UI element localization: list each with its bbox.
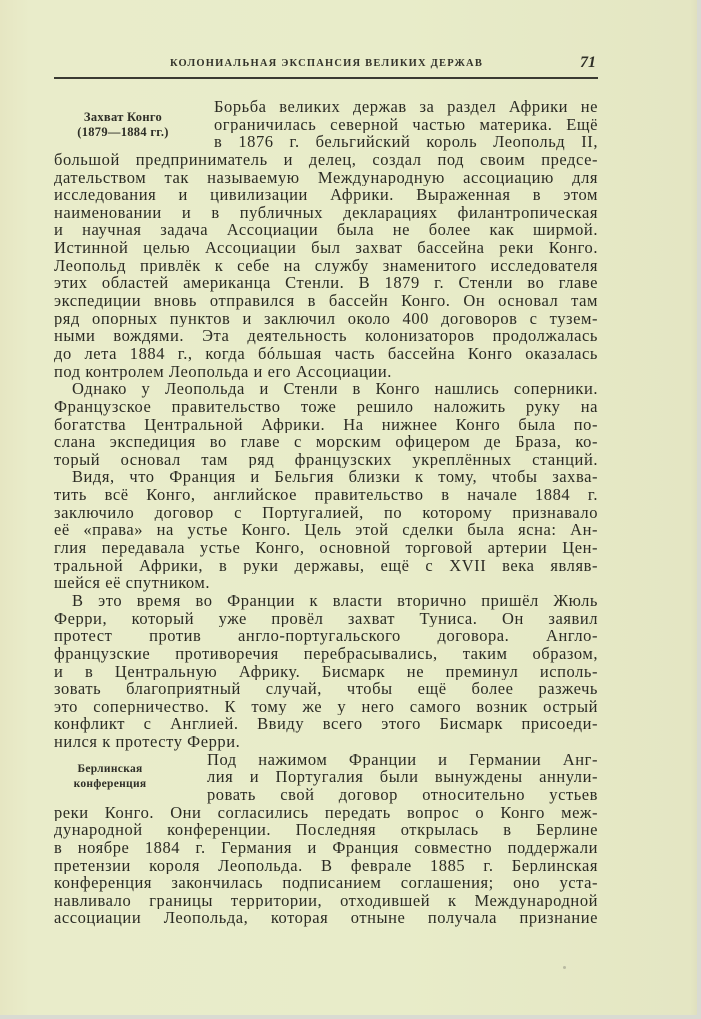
text-line: под контролем Леопольда и его Ассоциации. xyxy=(54,362,392,381)
text-line: Леопольд привлёк к себе на службу знаменитого исследователя xyxy=(54,256,598,275)
page-number: 71 xyxy=(580,54,596,71)
sidenote-line: конференция xyxy=(73,778,147,790)
text-line: конфликт с Англией. Ввиду всего этого Бисмарк присоеди- xyxy=(54,715,598,734)
text-line: ассоциации Леопольда, которая отныне получала признание xyxy=(54,909,598,928)
text-line: большой предприниматель и делец, создал под своим предсе- xyxy=(54,150,598,169)
text-line: до лета 1884 г., когда бóльшая часть бассейна Конго оказалась xyxy=(54,344,598,363)
text-line: в ноябре 1884 г. Германия и Франция совместно поддержали xyxy=(54,838,598,857)
text-line: Однако у Леопольда и Стенли в Конго нашлись соперники. xyxy=(72,380,598,398)
text-line: и в Центральную Африку. Бисмарк не преминул исполь- xyxy=(54,662,598,681)
text-line: Под нажимом Франции и Германии Анг- xyxy=(207,750,598,769)
body-text xyxy=(54,98,598,927)
text-line: дательством так называемую Международную ассоциацию для xyxy=(54,168,598,187)
text-line: зовать благоприятный случай, чтобы ещё более разжечь xyxy=(54,680,598,698)
sidenote-line: Захват Конго xyxy=(83,110,163,124)
text-line: дународной конференции. Последняя открылась в Берлине xyxy=(54,821,598,839)
text-line: Ферри, который уже провёл захват Туниса. Он заявил xyxy=(54,609,598,628)
text-line: глия передавала устье Конго, основной торговой артерии Цен- xyxy=(54,539,598,557)
text-line: тить всё Конго, английское правительство в начале 1884 г. xyxy=(54,486,598,504)
text-line: торый основал там ряд французских укреплённых станций. xyxy=(54,450,598,469)
text-line: Борьба великих держав за раздел Африки не xyxy=(214,98,598,116)
paper-speck xyxy=(563,966,566,969)
text-line: экспедиции вновь отправился в бассейн Конго. Он основал там xyxy=(54,292,598,310)
text-line: ровать свой договор относительно устьев xyxy=(207,785,598,804)
text-line: нился к протесту Ферри. xyxy=(54,733,241,751)
text-line: Истинной целью Ассоциации был захват бассейна реки Конго. xyxy=(54,239,598,257)
text-line: богатства Центральной Африки. На нижнее Конго была по- xyxy=(54,415,598,434)
text-line: тральной Африки, в руки державы, ещё с XVII века являв- xyxy=(54,556,598,575)
text-line: заключило договор с Португалией, по которому признавало xyxy=(54,503,598,522)
text-line: французские противоречия перебрасывались, таким образом, xyxy=(54,644,598,663)
text-line: Французское правительство тоже решило наложить руку на xyxy=(54,397,598,416)
text-line: конференция закончилась подписанием соглашения; оно уста- xyxy=(54,874,598,892)
text-line: ограничилась северной частью материка. Ещё xyxy=(214,115,598,134)
header-rule xyxy=(54,77,598,79)
text-line: в 1876 г. бельгийский король Леопольд II, xyxy=(214,133,598,151)
sidenote-line: (1879—1884 гг.) xyxy=(77,125,169,139)
running-header xyxy=(54,56,598,76)
running-title: КОЛОНИАЛЬНАЯ ЭКСПАНСИЯ ВЕЛИКИХ ДЕРЖАВ xyxy=(170,58,484,69)
text-line: претензии короля Леопольда. В феврале 1885 г. Берлинская xyxy=(54,856,598,875)
text-line: её «права» на устье Конго. Цель этой сделки была ясна: Ан- xyxy=(54,521,598,540)
text-line: ными вождями. Эта деятельность колонизаторов продолжалась xyxy=(54,327,598,345)
text-line: Видя, что Франция и Бельгия близки к тому, чтобы захва- xyxy=(72,468,598,487)
text-line: наименовании и в публичных декларациях филантропическая xyxy=(54,203,598,222)
text-line: лия и Португалия были вынуждены аннули- xyxy=(207,768,598,786)
text-line: В это время во Франции к власти вторично пришёл Жюль xyxy=(72,591,598,610)
text-line: слана экспедиция во главе с морским офицером де Браза, ко- xyxy=(54,433,598,451)
text-line: реки Конго. Они согласились передать вопрос о Конго меж- xyxy=(54,803,598,822)
text-line: навливало границы территории, отходившей к Международной xyxy=(54,891,598,910)
text-line: это соперничество. К тому же у него самого возник острый xyxy=(54,697,598,716)
text-line: протест против англо-португальского договора. Англо- xyxy=(54,627,598,645)
text-line: исследования и цивилизации Африки. Выраженная в этом xyxy=(54,186,598,204)
text-line: этих областей американца Стенли. В 1879 г. Стенли во главе xyxy=(54,274,598,293)
text-line: и научная задача Ассоциации была не более как ширмой. xyxy=(54,221,598,240)
text-line: шейся её спутником. xyxy=(54,574,211,592)
sidenote-line: Берлинская xyxy=(77,763,143,775)
text-line: ряд опорных пунктов и заключил около 400 договоров с тузем- xyxy=(54,309,598,328)
